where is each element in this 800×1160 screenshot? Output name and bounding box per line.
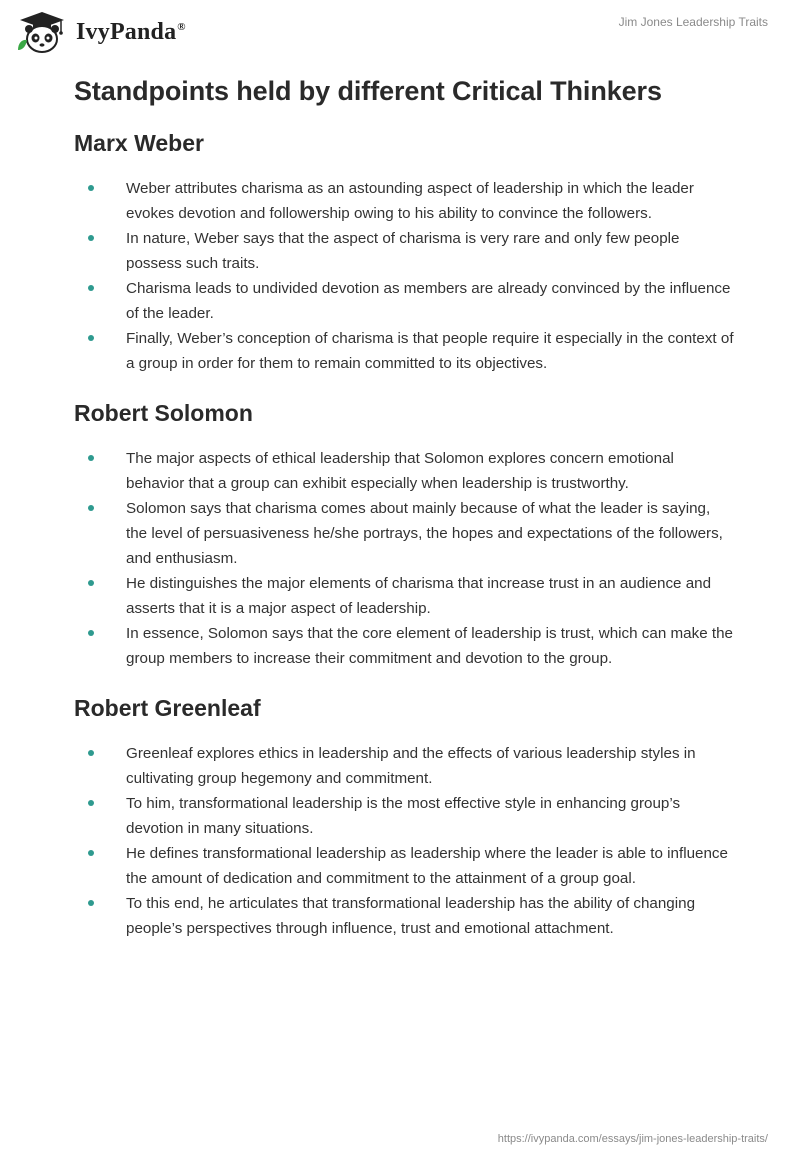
ivypanda-logo[interactable] xyxy=(14,8,186,56)
bullet-dot-icon xyxy=(88,900,94,906)
list-item: To this end, he articulates that transformational leadership has the ability of changing people’s perspectives through influence, trust and emotional attachment. xyxy=(74,891,734,941)
document-title: Jim Jones Leadership Traits xyxy=(618,15,768,29)
bullet-dot-icon xyxy=(88,455,94,461)
bullet-dot-icon xyxy=(88,800,94,806)
page-title: Standpoints held by different Critical Thinkers xyxy=(74,76,662,106)
bullet-dot-icon xyxy=(88,185,94,191)
bullet-dot-icon xyxy=(88,850,94,856)
list-item: Finally, Weber’s conception of charisma is that people require it especially in the context of a group in order for them to remain committed to its objectives. xyxy=(74,326,734,376)
list-item: He distinguishes the major elements of charisma that increase trust in an audience and asserts that it is a major aspect of leadership. xyxy=(74,571,734,621)
section-heading-greenleaf: Robert Greenleaf xyxy=(74,695,261,721)
list-item: Charisma leads to undivided devotion as members are already convinced by the influence of the leader. xyxy=(74,276,734,326)
list-item: The major aspects of ethical leadership that Solomon explores concern emotional behavior that a group can exhibit especially when leadership is trustworthy. xyxy=(74,446,734,496)
bullet-dot-icon xyxy=(88,335,94,341)
list-item: Weber attributes charisma as an astounding aspect of leadership in which the leader evokes devotion and followership owing to his ability to convince the followers. xyxy=(74,176,734,226)
brand-name: IvyPanda® xyxy=(76,18,186,45)
page-header xyxy=(0,0,800,60)
bullet-list-weber xyxy=(74,176,734,376)
list-item: Solomon says that charisma comes about mainly because of what the leader is saying, the level of persuasiveness he/she portrays, the hopes and expectations of the followers, and enthusiasm. xyxy=(74,496,734,571)
bullet-dot-icon xyxy=(88,505,94,511)
bullet-dot-icon xyxy=(88,630,94,636)
list-item: He defines transformational leadership as leadership where the leader is able to influence the amount of dedication and commitment to the attainment of a group goal. xyxy=(74,841,734,891)
list-item: To him, transformational leadership is the most effective style in enhancing group’s devotion in many situations. xyxy=(74,791,734,841)
essay-content xyxy=(74,74,734,963)
list-item: In nature, Weber says that the aspect of charisma is very rare and only few people possess such traits. xyxy=(74,226,734,276)
source-url-link[interactable]: https://ivypanda.com/essays/jim-jones-leadership-traits/ xyxy=(497,1133,768,1145)
bullet-dot-icon xyxy=(88,235,94,241)
bullet-dot-icon xyxy=(88,580,94,586)
list-item: In essence, Solomon says that the core element of leadership is trust, which can make the group members to increase their commitment and devotion to the group. xyxy=(74,621,734,671)
bullet-dot-icon xyxy=(88,750,94,756)
section-heading-solomon: Robert Solomon xyxy=(74,400,253,426)
bullet-list-solomon xyxy=(74,446,734,671)
list-item: Greenleaf explores ethics in leadership and the effects of various leadership styles in cultivating group hegemony and commitment. xyxy=(74,741,734,791)
bullet-list-greenleaf xyxy=(74,741,734,941)
section-heading-weber: Marx Weber xyxy=(74,130,204,156)
panda-mascot-icon xyxy=(14,10,70,54)
bullet-dot-icon xyxy=(88,285,94,291)
